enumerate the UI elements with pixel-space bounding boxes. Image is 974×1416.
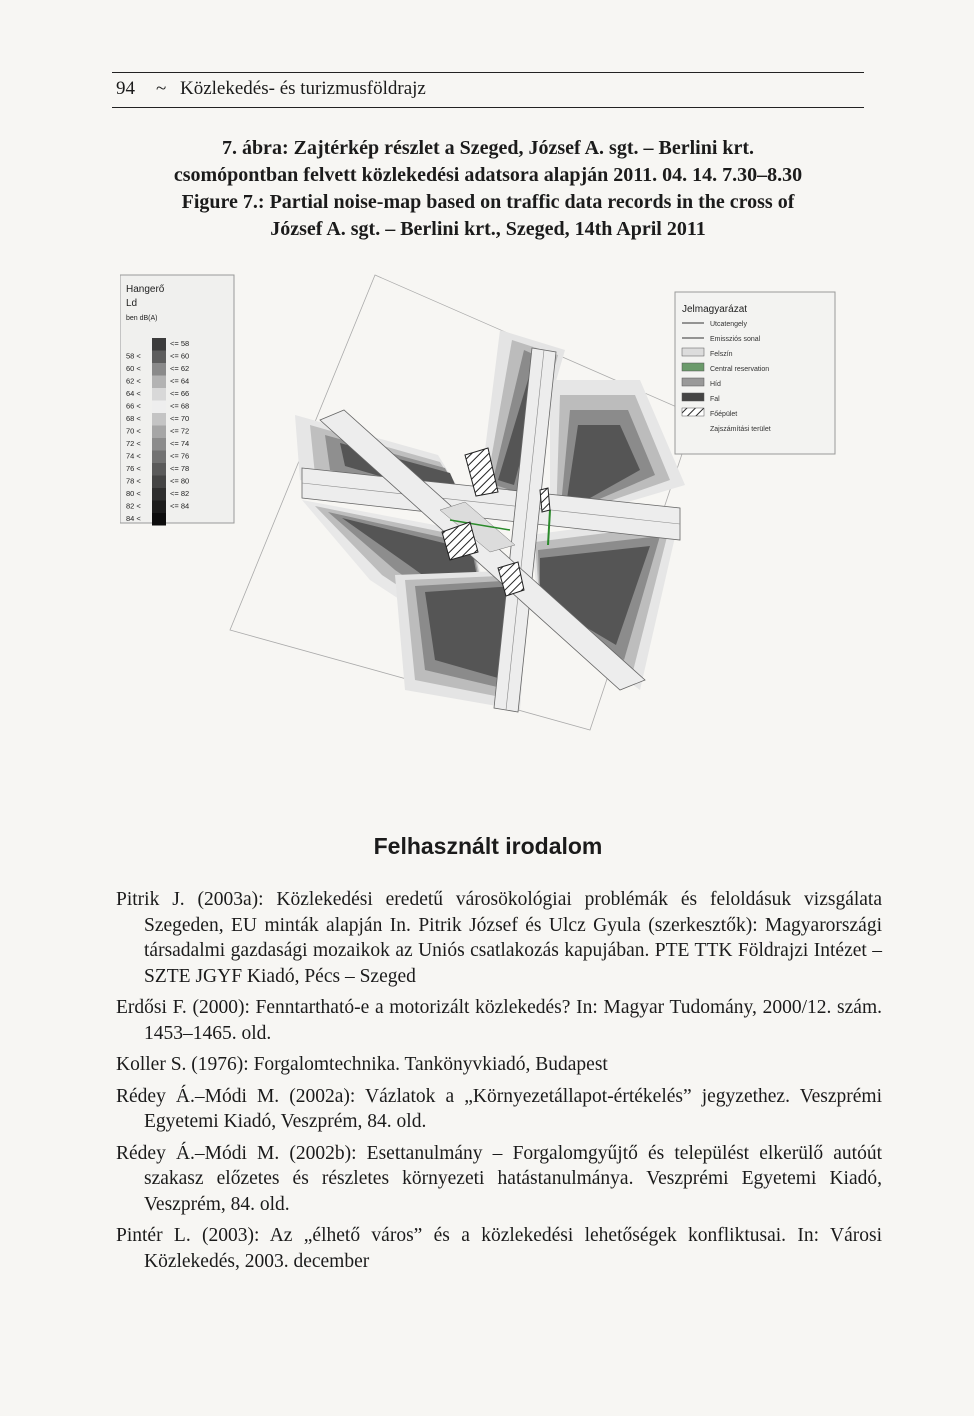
map-legend [675, 292, 835, 454]
map-legend-label: Zajszámítási terület [710, 426, 771, 433]
noise-legend-swatch [152, 476, 166, 489]
noise-legend-title: Hangerő [126, 284, 165, 295]
noise-legend-swatch [152, 501, 166, 514]
noise-legend-high: <= 72 [170, 426, 190, 436]
noise-legend-swatch [152, 401, 166, 414]
noise-legend-high: <= 74 [170, 439, 190, 448]
caption-hu-line1: 7. ábra: Zajtérkép részlet a Szeged, József A. sgt. – Berlini krt. [221, 137, 755, 159]
map-legend-label: Híd [710, 381, 721, 388]
noise-legend-low: 76 < [126, 464, 141, 473]
noise-legend-unit: ben dB(A) [126, 315, 158, 322]
noise-legend-low: 66 < [126, 401, 141, 411]
reference-item: Rédey Á.–Módi M. (2002b): Esettanulmány – Forgalomgyűjtő és települést elkerülő autóút szakasz előzetes és részletes környezeti hatástanulmánya. Veszprémi Egyetemi Kiadó, Veszprém, 84. old. [116, 1142, 882, 1215]
map-legend-symbol [682, 393, 704, 401]
map-legend-label: Főépület [710, 411, 738, 418]
noise-legend-low: 64 < [126, 389, 141, 398]
map-legend-label: Utcatengely [710, 321, 747, 328]
noise-legend-swatch [152, 451, 166, 464]
noise-legend-low: 60 < [126, 364, 141, 373]
running-title: Közlekedés- és turizmusföldrajz [180, 78, 426, 99]
map-legend-symbol [682, 363, 704, 371]
noise-legend-swatch [152, 338, 166, 351]
caption-en-line1: Figure 7.: Partial noise-map based on traffic data records in the cross of [181, 191, 795, 213]
map-legend-symbol [682, 378, 704, 386]
noise-legend-low: 84 < [126, 514, 141, 523]
reference-item: Pintér L. (2003): Az „élhető város” és a közlekedési lehetőségek konfliktusai. In: Városi Közlekedés, 2003. december [116, 1225, 882, 1272]
noise-legend-high: <= 60 [170, 351, 190, 361]
caption-hu-line2: csomópontban felvett közlekedési adatsora alapján 2011. 04. 14. 7.30–8.30 [173, 164, 803, 186]
map-legend-symbol [682, 408, 704, 416]
map-legend-title: Jelmagyarázat [682, 304, 748, 315]
map-legend-label: Fal [710, 396, 720, 403]
noise-legend-swatch [152, 426, 166, 439]
noise-legend-swatch [152, 376, 166, 389]
reference-item: Erdősi F. (2000): Fenntartható-e a motorizált közlekedés? In: Magyar Tudomány, 2000/12. szám. 1453–1465. old. [116, 997, 882, 1044]
caption-en-line2: József A. sgt. – Berlini krt., Szeged, 14th April 2011 [270, 218, 706, 240]
running-header [112, 72, 864, 108]
figure-caption [112, 135, 864, 243]
reference-list [116, 887, 882, 1280]
noise-legend-high: <= 76 [170, 451, 190, 461]
noise-legend-high: <= 58 [170, 339, 190, 348]
section-title: Felhasznált irodalom [373, 833, 603, 859]
map-legend-label: Central reservation [710, 366, 770, 373]
noise-legend-swatch [152, 413, 166, 426]
noise-legend-low: 62 < [126, 376, 141, 386]
noise-legend-swatch [152, 363, 166, 376]
noise-legend-swatch [152, 488, 166, 501]
noise-legend-high: <= 84 [170, 501, 190, 511]
noise-legend-low: 58 < [126, 351, 141, 361]
noise-legend-low: 78 < [126, 476, 141, 486]
noise-legend-rows [126, 338, 189, 526]
noise-legend-high: <= 62 [170, 364, 190, 373]
noise-legend-swatch [152, 438, 166, 451]
noise-map-svg [120, 270, 860, 770]
noise-legend-swatch [152, 351, 166, 364]
noise-legend-high: <= 70 [170, 414, 190, 423]
map-legend-symbol [682, 348, 704, 356]
reference-item: Koller S. (1976): Forgalomtechnika. Tankönyvkiadó, Budapest [116, 1054, 608, 1075]
noise-legend-high: <= 82 [170, 489, 190, 498]
map-legend-label: Emissziós sonal [710, 336, 761, 343]
noise-legend-swatch [152, 388, 166, 401]
page-number: 94 [116, 78, 135, 99]
noise-legend-low: 74 < [126, 451, 141, 461]
noise-legend-low: 80 < [126, 489, 141, 498]
noise-legend-high: <= 66 [170, 389, 190, 398]
noise-map-figure [120, 270, 860, 770]
noise-legend-var: Ld [126, 298, 138, 309]
noise-legend [120, 275, 234, 526]
reference-item: Rédey Á.–Módi M. (2002a): Vázlatok a „Környezetállapot-értékelés” jegyzethez. Veszprémi Egyetemi Kiadó, Veszprém, 84. old. [116, 1085, 882, 1132]
noise-legend-high: <= 68 [170, 401, 190, 411]
header-separator: ~ [156, 78, 167, 99]
noise-legend-low: 72 < [126, 439, 141, 448]
noise-legend-low: 68 < [126, 414, 141, 423]
noise-legend-high: <= 64 [170, 376, 190, 386]
reference-item: Pitrik J. (2003a): Közlekedési eredetű városökológiai problémák és feloldásuk vizsgálata Szegeden, EU minták alapján In. Pitrik József és Ulcz Gyula (szerkesztők): Magyarországi társadalmi gazdasági mozaikok az Uniós csatlakozás kapujában. PTE TTK Földrajzi Intézet – SZTE JGYF Kiadó, Pécs – Szeged [116, 889, 882, 987]
noise-legend-swatch [152, 513, 166, 526]
noise-legend-low: 82 < [126, 501, 141, 511]
noise-legend-swatch [152, 463, 166, 476]
noise-legend-high: <= 78 [170, 464, 190, 473]
noise-legend-low: 70 < [126, 426, 141, 436]
map-legend-label: Felszín [710, 351, 733, 358]
noise-legend-high: <= 80 [170, 476, 190, 486]
